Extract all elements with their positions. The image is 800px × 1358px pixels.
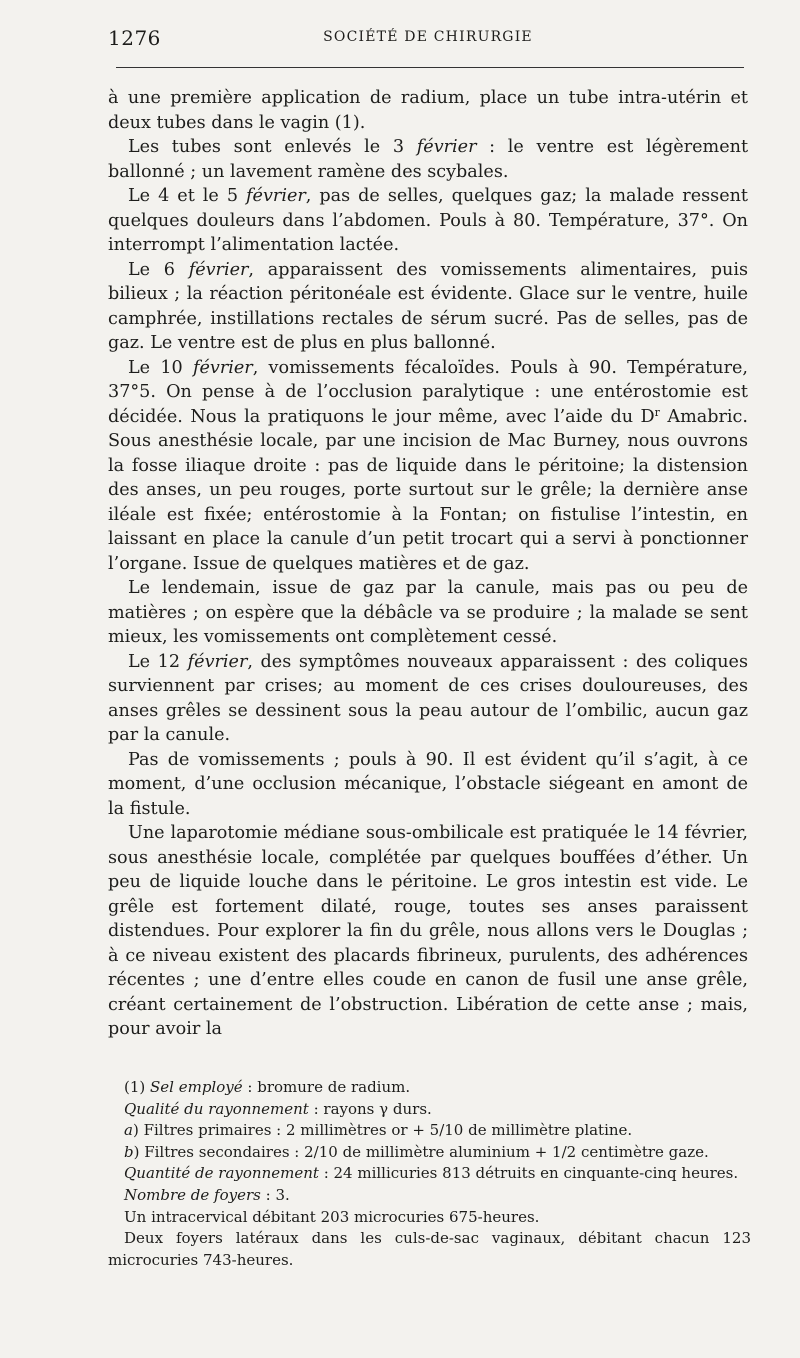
page-header <box>108 26 748 50</box>
footnote-line: Deux foyers latéraux dans les culs-de-sac vaginaux, débitant chacun 123 microcuries 743-heures. <box>108 1229 751 1269</box>
paragraph: Le lendemain, issue de gaz par la canule, mais pas ou peu de matières ; on espère que la débâcle va se produire ; la malade se sent mieux, les vomissements ont complètement cessé. <box>108 578 748 647</box>
footnote-line: (1) Sel employé : bromure de radium. <box>124 1078 411 1096</box>
footnote-line: Nombre de foyers : 3. <box>124 1185 290 1204</box>
paragraph: Le 10 février, vomissements fécaloïdes. Pouls à 90. Température, 37°5. On pense à de l’occlusion paralytique : une entérostomie est décidée. Nous la pratiquons le jour même, avec l’aide du $D^r$ Amabric. Sous anesthésie locale, par une incision de Mac Burney, nous ouvrons la fosse iliaque droite : pas de liquide dans le péritoine; la distension des anses, un peu rouges, porte surtout sur le grêle; la dernière anse iléale est fixée; entérostomie à la Fontan; on fistulise l’intestin, en laissant en place la canule d’un petit trocart qui a servi à ponctionner l’organe. Issue de quelques matières et de gaz. <box>108 357 749 574</box>
paragraph: Le 12 février, des symptômes nouveaux apparaissent : des coliques surviennent par crises; au moment de ces crises douloureuses, des anses grêles se dessinent sous la peau autour de l’ombilic, aucun gaz par la canule. <box>108 651 748 745</box>
footnote-line: Un intracervical débitant 203 microcuries 675-heures. <box>124 1207 540 1226</box>
body-text <box>108 86 748 1042</box>
paragraph: Le 6 février, apparaissent des vomissements alimentaires, puis bilieux ; la réaction péritonéale est évidente. Glace sur le ventre, huile camphrée, instillations rectales de sérum sucré. Pas de selles, pas de gaz. Le ventre est de plus en plus ballonné. <box>108 259 748 353</box>
paragraph: à une première application de radium, place un tube intra-utérin et deux tubes dans le vagin (1). <box>108 88 748 133</box>
header-rule <box>116 67 744 68</box>
paragraph: Les tubes sont enlevés le 3 février : le ventre est légèrement ballonné ; un lavement ramène des scybales. <box>108 137 749 182</box>
paragraph: Pas de vomissements ; pouls à 90. Il est évident qu’il s’agit, à ce moment, d’une occlusion mécanique, l’obstacle siégeant en amont de la fistule. <box>108 749 748 819</box>
footnote-line: Quantité de rayonnement : 24 millicuries 813 détruits en cinquante-cinq heures. <box>124 1164 739 1183</box>
running-title: SOCIÉTÉ DE CHIRURGIE <box>323 29 533 45</box>
footnote-line: a) Filtres primaires : 2 millimètres or + 5/10 de millimètre platine. <box>124 1121 633 1140</box>
paragraph: Le 4 et le 5 février, pas de selles, quelques gaz; la malade ressent quelques douleurs dans l’abdomen. Pouls à 80. Température, 37°. On interrompt l’alimentation lactée. <box>108 186 749 255</box>
footnote-line: Qualité du rayonnement : rayons γ durs. <box>124 1099 432 1118</box>
footnote-line: b) Filtres secondaires : 2/10 de millimètre aluminium + 1/2 centimètre gaze. <box>124 1142 709 1161</box>
page-number: 1276 <box>108 26 161 50</box>
paragraph: Une laparotomie médiane sous-ombilicale est pratiquée le 14 février, sous anesthésie locale, complétée par quelques bouffées d’éther. Un peu de liquide louche dans le péritoine. Le gros intestin est vide. Le grêle est fortement dilaté, rouge, toutes ses anses paraissent distendues. Pour explorer la fin du grêle, nous allons vers le Douglas ; à ce niveau existent des placards fibrineux, purulents, des adhérences récentes ; une d’entre elles coude en canon de fusil une anse grêle, créant certainement de l’obstruction. Libération de cette anse ; mais, pour avoir la <box>108 823 748 1039</box>
footnotes <box>108 1077 751 1271</box>
